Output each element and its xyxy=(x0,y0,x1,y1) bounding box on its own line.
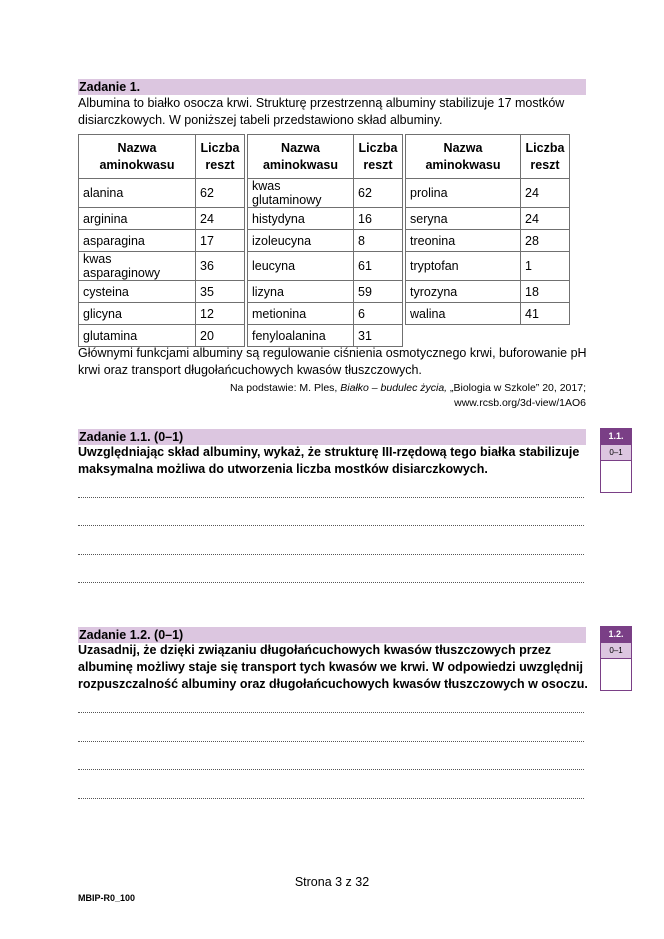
prompt-line: Uzasadnij, że dzięki związaniu długołańcuchowych kwasów tłuszczowych przez xyxy=(78,643,552,657)
task-1-1-title: Zadanie 1.1. (0–1) xyxy=(78,429,586,445)
answer-line[interactable] xyxy=(78,740,584,742)
task-1-title: Zadanie 1. xyxy=(78,79,586,95)
header-count: Liczba reszt xyxy=(196,135,245,179)
residue-count: 17 xyxy=(196,230,245,252)
amino-acid-name: leucyna xyxy=(248,252,354,281)
amino-acid-name: prolina xyxy=(406,179,521,208)
header-count: Liczba reszt xyxy=(521,135,570,179)
residue-count: 41 xyxy=(521,303,570,325)
amino-acid-name: walina xyxy=(406,303,521,325)
residue-count: 24 xyxy=(521,179,570,208)
residue-count xyxy=(521,325,570,347)
intro-line: Albumina to białko osocza krwi. Strukturę przestrzenną albuminy stabilizuje 17 mostków xyxy=(78,96,565,110)
amino-acid-name: kwas glutaminowy xyxy=(248,179,354,208)
score-field[interactable] xyxy=(601,460,631,492)
task-1-1-prompt xyxy=(78,444,588,478)
score-box-1-1 xyxy=(600,428,632,493)
amino-acid-name: tryptofan xyxy=(406,252,521,281)
task-1-2-title: Zadanie 1.2. (0–1) xyxy=(78,627,586,643)
amino-acid-name: metionina xyxy=(248,303,354,325)
residue-count: 24 xyxy=(196,208,245,230)
score-label: 1.2. xyxy=(601,627,631,642)
description-line: krwi oraz transport długołańcuchowych kwasów tłuszczowych. xyxy=(78,363,422,377)
task-1-2-prompt xyxy=(78,642,588,693)
amino-acid-name: kwas asparaginowy xyxy=(79,252,196,281)
table-row xyxy=(79,325,570,347)
amino-acid-name: histydyna xyxy=(248,208,354,230)
residue-count: 6 xyxy=(354,303,403,325)
answer-line[interactable] xyxy=(78,797,584,799)
table-row xyxy=(79,179,570,208)
amino-acid-name: lizyna xyxy=(248,281,354,303)
answer-line[interactable] xyxy=(78,524,584,526)
amino-acid-name: fenyloalanina xyxy=(248,325,354,347)
document-code: MBIP-R0_100 xyxy=(78,893,136,903)
prompt-line: Uwzględniając skład albuminy, wykaż, że strukturę III-rzędową tego białka stabilizuje xyxy=(78,445,580,459)
amino-acid-name: tyrozyna xyxy=(406,281,521,303)
residue-count: 35 xyxy=(196,281,245,303)
table-row xyxy=(79,252,570,281)
task-1-intro xyxy=(78,95,588,129)
amino-acid-name: alanina xyxy=(79,179,196,208)
amino-acid-name: seryna xyxy=(406,208,521,230)
answer-line[interactable] xyxy=(78,768,584,770)
residue-count: 1 xyxy=(521,252,570,281)
answer-line[interactable] xyxy=(78,711,584,713)
answer-line[interactable] xyxy=(78,553,584,555)
residue-count: 62 xyxy=(196,179,245,208)
residue-count: 61 xyxy=(354,252,403,281)
prompt-line: rozpuszczalność albuminy oraz długołańcuchowych kwasów tłuszczowych w osoczu. xyxy=(78,677,588,691)
prompt-line: maksymalna możliwa do utworzenia liczba mostków disiarczkowych. xyxy=(78,462,488,476)
answer-line[interactable] xyxy=(78,496,584,498)
header-name: Nazwa aminokwasu xyxy=(248,135,354,179)
task-1-description xyxy=(78,345,588,379)
amino-acid-name xyxy=(406,325,521,347)
table-row xyxy=(79,208,570,230)
amino-acid-name: glutamina xyxy=(79,325,196,347)
amino-acid-name: treonina xyxy=(406,230,521,252)
page-number: Strona 3 z 32 xyxy=(294,875,370,889)
source-url: www.rcsb.org/3d-view/1AO6 xyxy=(454,397,586,409)
score-box-1-2 xyxy=(600,626,632,691)
table-row xyxy=(79,281,570,303)
amino-acid-name: arginina xyxy=(79,208,196,230)
header-name: Nazwa aminokwasu xyxy=(79,135,196,179)
residue-count: 12 xyxy=(196,303,245,325)
residue-count: 8 xyxy=(354,230,403,252)
residue-count: 59 xyxy=(354,281,403,303)
amino-acid-name: cysteina xyxy=(79,281,196,303)
residue-count: 28 xyxy=(521,230,570,252)
residue-count: 16 xyxy=(354,208,403,230)
source-citation xyxy=(230,381,586,411)
prompt-line: albuminę możliwy staje się transport tych kwasów we krwi. W odpowiedzi uwzględnij xyxy=(78,660,583,674)
residue-count: 62 xyxy=(354,179,403,208)
score-label: 1.1. xyxy=(601,429,631,444)
table-header-row xyxy=(79,135,570,179)
residue-count: 24 xyxy=(521,208,570,230)
description-line: Głównymi funkcjami albuminy są regulowanie ciśnienia osmotycznego krwi, buforowanie pH xyxy=(78,346,587,360)
amino-acid-name: asparagina xyxy=(79,230,196,252)
header-name: Nazwa aminokwasu xyxy=(406,135,521,179)
score-range: 0–1 xyxy=(601,642,631,658)
residue-count: 31 xyxy=(354,325,403,347)
source-line: Na podstawie: M. Ples, Białko – budulec życia, „Biologia w Szkole” 20, 2017; xyxy=(229,382,586,394)
answer-line[interactable] xyxy=(78,581,584,583)
amino-acid-name: izoleucyna xyxy=(248,230,354,252)
residue-count: 18 xyxy=(521,281,570,303)
intro-line: disiarczkowych. W poniższej tabeli przedstawiono skład albuminy. xyxy=(78,113,443,127)
residue-count: 20 xyxy=(196,325,245,347)
residue-count: 36 xyxy=(196,252,245,281)
amino-acid-table xyxy=(78,134,570,347)
score-range: 0–1 xyxy=(601,444,631,460)
table-row xyxy=(79,303,570,325)
header-count: Liczba reszt xyxy=(354,135,403,179)
table-row xyxy=(79,230,570,252)
amino-acid-name: glicyna xyxy=(79,303,196,325)
score-field[interactable] xyxy=(601,658,631,690)
